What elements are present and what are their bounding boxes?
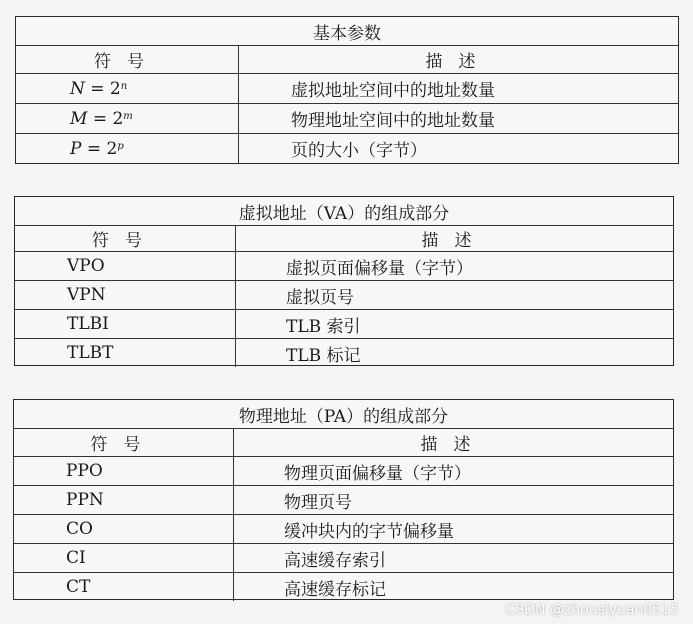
table-caption-text: 基本参数 bbox=[313, 23, 381, 44]
description-cell: 虚拟页面偏移量（字节） bbox=[286, 258, 473, 279]
symbol-cell: TLBI bbox=[15, 310, 236, 338]
table-caption bbox=[14, 400, 673, 428]
symbol-exponent: m bbox=[123, 111, 133, 122]
description-cell: 虚拟地址空间中的地址数量 bbox=[291, 81, 495, 101]
description-cell: 页的大小（字节） bbox=[291, 141, 427, 161]
header-description: 描述 bbox=[425, 52, 492, 72]
table-caption bbox=[15, 197, 673, 225]
table-header-row bbox=[16, 45, 678, 73]
table-caption bbox=[16, 17, 678, 45]
description-cell: 高速缓存标记 bbox=[284, 579, 386, 600]
table-row bbox=[14, 514, 673, 543]
basic-params-table bbox=[15, 16, 679, 164]
header-symbol: 符号 bbox=[14, 429, 234, 456]
table-row bbox=[14, 543, 673, 572]
symbol-cell bbox=[16, 134, 239, 163]
symbol-exponent: p bbox=[117, 141, 124, 152]
table-row bbox=[16, 103, 678, 133]
symbol-lhs: M bbox=[70, 108, 88, 129]
description-cell: 物理页号 bbox=[284, 492, 352, 513]
symbol-lhs: N bbox=[70, 78, 85, 99]
symbol-cell: VPO bbox=[15, 252, 236, 280]
symbol-cell bbox=[16, 74, 239, 103]
table-caption-text: 物理地址（PA）的组成部分 bbox=[238, 406, 449, 427]
table-header-row bbox=[14, 428, 673, 456]
table-row bbox=[14, 572, 673, 601]
table-caption-text: 虚拟地址（VA）的组成部分 bbox=[238, 203, 450, 224]
description-cell: 物理页面偏移量（字节） bbox=[284, 463, 471, 484]
watermark: CSDN @zhouslyuan0515 bbox=[505, 602, 679, 618]
header-description: 描述 bbox=[420, 435, 487, 455]
symbol-base: = 2 bbox=[92, 108, 124, 129]
table-row bbox=[16, 73, 678, 103]
symbol-cell bbox=[16, 104, 239, 133]
symbol-cell: CT bbox=[14, 573, 234, 601]
table-row bbox=[14, 485, 673, 514]
table-row bbox=[16, 133, 678, 163]
table-row bbox=[14, 456, 673, 485]
description-cell: 高速缓存索引 bbox=[284, 550, 386, 571]
symbol-base: = 2 bbox=[90, 78, 121, 99]
description-cell: 缓冲块内的字节偏移量 bbox=[284, 521, 454, 542]
pa-components-table bbox=[13, 399, 674, 600]
symbol-cell: CI bbox=[14, 544, 234, 572]
description-cell: TLB 索引 bbox=[286, 316, 361, 337]
description-cell: 物理地址空间中的地址数量 bbox=[291, 111, 495, 131]
symbol-cell: VPN bbox=[15, 281, 236, 309]
description-cell: TLB 标记 bbox=[286, 345, 361, 366]
table-header-row bbox=[15, 225, 673, 251]
symbol-cell: TLBT bbox=[15, 339, 236, 367]
header-symbol: 符号 bbox=[16, 46, 239, 73]
symbol-cell: CO bbox=[14, 515, 234, 543]
table-row bbox=[15, 338, 673, 367]
symbol-exponent: n bbox=[120, 81, 128, 92]
symbol-lhs: P bbox=[70, 138, 82, 159]
va-components-table bbox=[14, 196, 674, 366]
symbol-cell: PPO bbox=[14, 457, 234, 485]
header-symbol: 符号 bbox=[15, 226, 236, 251]
symbol-cell: PPN bbox=[14, 486, 234, 514]
table-row bbox=[15, 251, 673, 280]
header-description: 描述 bbox=[421, 231, 488, 251]
table-row bbox=[15, 280, 673, 309]
description-cell: 虚拟页号 bbox=[286, 287, 354, 308]
table-row bbox=[15, 309, 673, 338]
symbol-base: = 2 bbox=[86, 138, 118, 159]
